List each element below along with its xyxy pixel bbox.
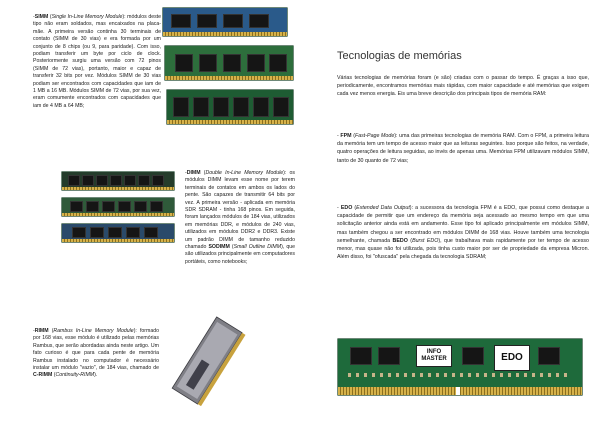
simm-module-3	[167, 90, 293, 124]
edo-term: EDO	[340, 205, 353, 211]
rimm-paragraph: -RIMM (Rambus In-Line Memory Module): formado por 168 vias, esse módulo é utilizado pelas memórias Rambus, que serão abordadas ainda neste artigo. Um fato curioso é que para cada pente de memória Rambus instalado no computador é necessário instalar um módulo "vazio", de 184 vias, chamado de C-RIMM (Continuity-RIMM).	[33, 328, 160, 379]
simm-body: : módulos deste tipo não eram soldados, mas encaixados na placa-mãe. A primeira versão continha 30 terminais de contato (SIMM de 30 vias) e era formada por um conjunto de 8 chips (ou 9, para paridade). Com isso, podiam transferir um byte por ciclo de clock. Posteriormente surgiu uma versão com 72 pinos (SIMM de 72 vias), portanto, maior e capaz de transferir 32 bits por vez. Módulos SIMM de 30 vias podiam ser encontrados com capacidades que iam de 1 MB a 16 MB. Módulos SIMM de 72 vias, por sua vez, eram comumente encontrados com capacidades que iam de 4 MB a 64 MB;	[33, 14, 162, 109]
simm-chip	[173, 97, 189, 117]
intro-paragraph: Várias tecnologias de memórias foram (e são) criadas com o passar do tempo. É graças a isso que, periodicamente, encontramos memórias mais rápidas, com maior capacidade e até memórias que exigem cada vez menos energia. Eis uma breve descrição dos principais tipos de memória RAM:	[337, 75, 589, 98]
rimm-module-graphic	[162, 312, 254, 410]
dimm-term: DIMM	[186, 170, 201, 176]
info-master-sticker: INFO MASTER	[416, 345, 452, 367]
simm-chip	[273, 97, 289, 117]
fpm-term: FPM	[340, 133, 352, 139]
simm-chip	[171, 14, 191, 28]
edo-paragraph: - EDO (Extended Data Output): a sucessora da tecnologia FPM é a EDO, que possui como destaque a capacidade de permitir que um endereço da memória seja acessado ao mesmo tempo em que uma solicitação anterior ainda está em andamento. Esse tipo foi aplicado principalmente em módulos SIMM, mas também chegou a ser encontrado em módulos DIMM de 168 vias. Houve também uma tecnologia semelhante, chamada BEDO (Burst EDO), que trabalhava mais rapidamente por ter tempo de acesso menor, mas quase não foi utilizada, pois tinha custo maior por ser de propriedade da empresa Micron. Além disso, foi "ofuscada" pela chegada da tecnologia SDRAM;	[337, 205, 589, 261]
simm-paragraph: -SIMM (Single In-Line Memory Module): módulos deste tipo não eram soldados, mas encaixados na placa-mãe. A primeira versão continha 30 terminais de contato (SIMM de 30 vias) e era formada por um conjunto de 8 chips (ou 9, para paridade). Com isso, podiam transferir um byte por ciclo de clock. Posteriormente surgiu uma versão com 72 pinos (SIMM de 72 vias), portanto, maior e capaz de transferir 32 bits por vez. Módulos SIMM de 30 vias podiam ser encontrados com capacidades que iam de 1 MB a 16 MB. Módulos SIMM de 72 vias, por sua vez, eram comumente encontrados com capacidades que iam de 4 MB a 64 MB;	[33, 14, 162, 109]
edo-module-photo	[338, 337, 582, 399]
crimm-expansion: Continuity-RIMM	[55, 372, 95, 379]
edo-module	[338, 339, 582, 395]
bedo-term: BEDO	[392, 237, 408, 244]
edo-chip	[538, 347, 560, 365]
simm-chip	[233, 97, 249, 117]
fpm-expansion: Fast-Page Mode	[354, 133, 395, 139]
simm-chip	[199, 54, 217, 72]
simm-module-1	[163, 8, 287, 36]
simm-modules-photo	[163, 8, 295, 130]
simm-chip	[223, 14, 243, 28]
simm-contacts	[165, 76, 293, 80]
sodimm-expansion: Small Outline DIMM	[233, 244, 282, 251]
rimm-body-2: ).	[94, 372, 98, 379]
simm-chip	[249, 14, 269, 28]
dimm-expansion: Double In-Line Memory Module	[205, 170, 284, 176]
crimm-term: C-RIMM	[33, 372, 53, 379]
fpm-paragraph: - FPM (Fast-Page Mode): uma das primeiras tecnologias de memória RAM. Com o FPM, a primeira leitura da memória tem um tempo de acesso maior que as leituras seguintes. Isso porque são feitos, na verdade, quatro operações de leitura seguidas, ao invés de apenas uma. Memórias FPM utilizavam módulos SIMM, tanto de 30 quanto de 72 vias;	[337, 133, 589, 164]
sodimm-term: SODIMM	[208, 244, 230, 251]
rimm-body-1: : formado por 168 vias, esse módulo é utilizado pelas memórias Rambus, que serão abordadas ainda neste artigo. Um fato curioso é que para cada pente de memória Rambus instalado no computador é necessário instalar um módulo "vazio", de 184 vias, chamado de	[33, 328, 160, 372]
simm-expansion: Single In-Line Memory Module	[51, 14, 123, 20]
simm-chip	[247, 54, 265, 72]
edo-expansion: Extended Data Output	[356, 205, 410, 211]
simm-term: SIMM	[34, 14, 49, 20]
rimm-expansion: Rambus In-Line Memory Module	[53, 328, 134, 334]
simm-chip	[175, 54, 193, 72]
simm-chip	[213, 97, 229, 117]
capacitor-row	[348, 373, 572, 377]
simm-chip	[197, 14, 217, 28]
edo-chip	[350, 347, 372, 365]
simm-module-2	[165, 46, 293, 80]
dimm-body-1: : os módulos DIMM levam esse nome por terem terminais de contatos em ambos os lados do pente. São capazes de transmitir 64 bits por vez. A primeira versão - aplicada em memória SDR SDRAM - tinha 168 pinos. Em seguida, foram lançados módulos de 184 vias, utilizados em memórias DDR, e módulos de 240 vias, utilizados em módulos DDR2 e DDR3. Existe um padrão DIMM de tamanho reduzido chamado	[185, 170, 295, 251]
simm-chip	[269, 54, 287, 72]
edo-chip	[462, 347, 484, 365]
rimm-term: RIMM	[34, 328, 49, 334]
edo-chip	[378, 347, 400, 365]
edo-body-2: ), que trabalhava mais rapidamente por ter tempo de acesso menor, mas quase não foi utilizada, pois tinha custo maior por ser de propriedade da empresa Micron. Além disso, foi "ofuscada" pela chegada da tecnologia SDRAM;	[337, 237, 589, 261]
dimm-paragraph: -DIMM (Double In-Line Memory Module): os módulos DIMM levam esse nome por terem terminais de contatos em ambos os lados do pente. São capazes de transmitir 64 bits por vez. A primeira versão - aplicada em memória SDR SDRAM - tinha 168 pinos. Em seguida, foram lançados módulos de 184 vias, utilizados em memórias DDR, e módulos de 240 vias, utilizados em módulos DDR2 e DDR3. Existe um padrão DIMM de tamanho reduzido chamado SODIMM (Small Outline DIMM), que são utilizados principalmente em computadores portáteis, como notebooks;	[185, 170, 296, 265]
edo-body-1: : a sucessora da tecnologia FPM é a EDO, que possui como destaque a capacidade de permitir que um endereço da memória seja acessado ao mesmo tempo em que uma solicitação anterior ainda está em andamento. Esse tipo foi aplicado principalmente em módulos SIMM, mas também chegou a ser encontrado em módulos DIMM de 168 vias. Houve também uma tecnologia semelhante, chamada	[337, 205, 589, 244]
edo-notch	[456, 387, 460, 395]
simm-chip	[253, 97, 269, 117]
edo-contacts	[338, 387, 582, 395]
simm-contacts	[167, 120, 293, 124]
rimm-module-photo	[162, 312, 254, 410]
fpm-body: : uma das primeiras tecnologias de memória RAM. Com o FPM, a primeira leitura da memória tem um tempo de acesso maior que as leituras seguintes. Isso porque são feitos, na verdade, quatro operações de leitura seguidas, ao invés de apenas uma. Memórias FPM utilizavam módulos SIMM, tanto de 30 quanto de 72 vias;	[337, 133, 589, 164]
dimm-body-2: ), que são utilizados principalmente em computadores portáteis, como notebooks;	[185, 244, 296, 265]
bedo-expansion: Burst EDO	[412, 237, 439, 244]
simm-chip	[223, 54, 241, 72]
section-title: Tecnologias de memórias	[337, 50, 462, 62]
simm-contacts	[163, 32, 287, 36]
edo-sticker: EDO	[494, 345, 530, 371]
simm-chip	[193, 97, 209, 117]
